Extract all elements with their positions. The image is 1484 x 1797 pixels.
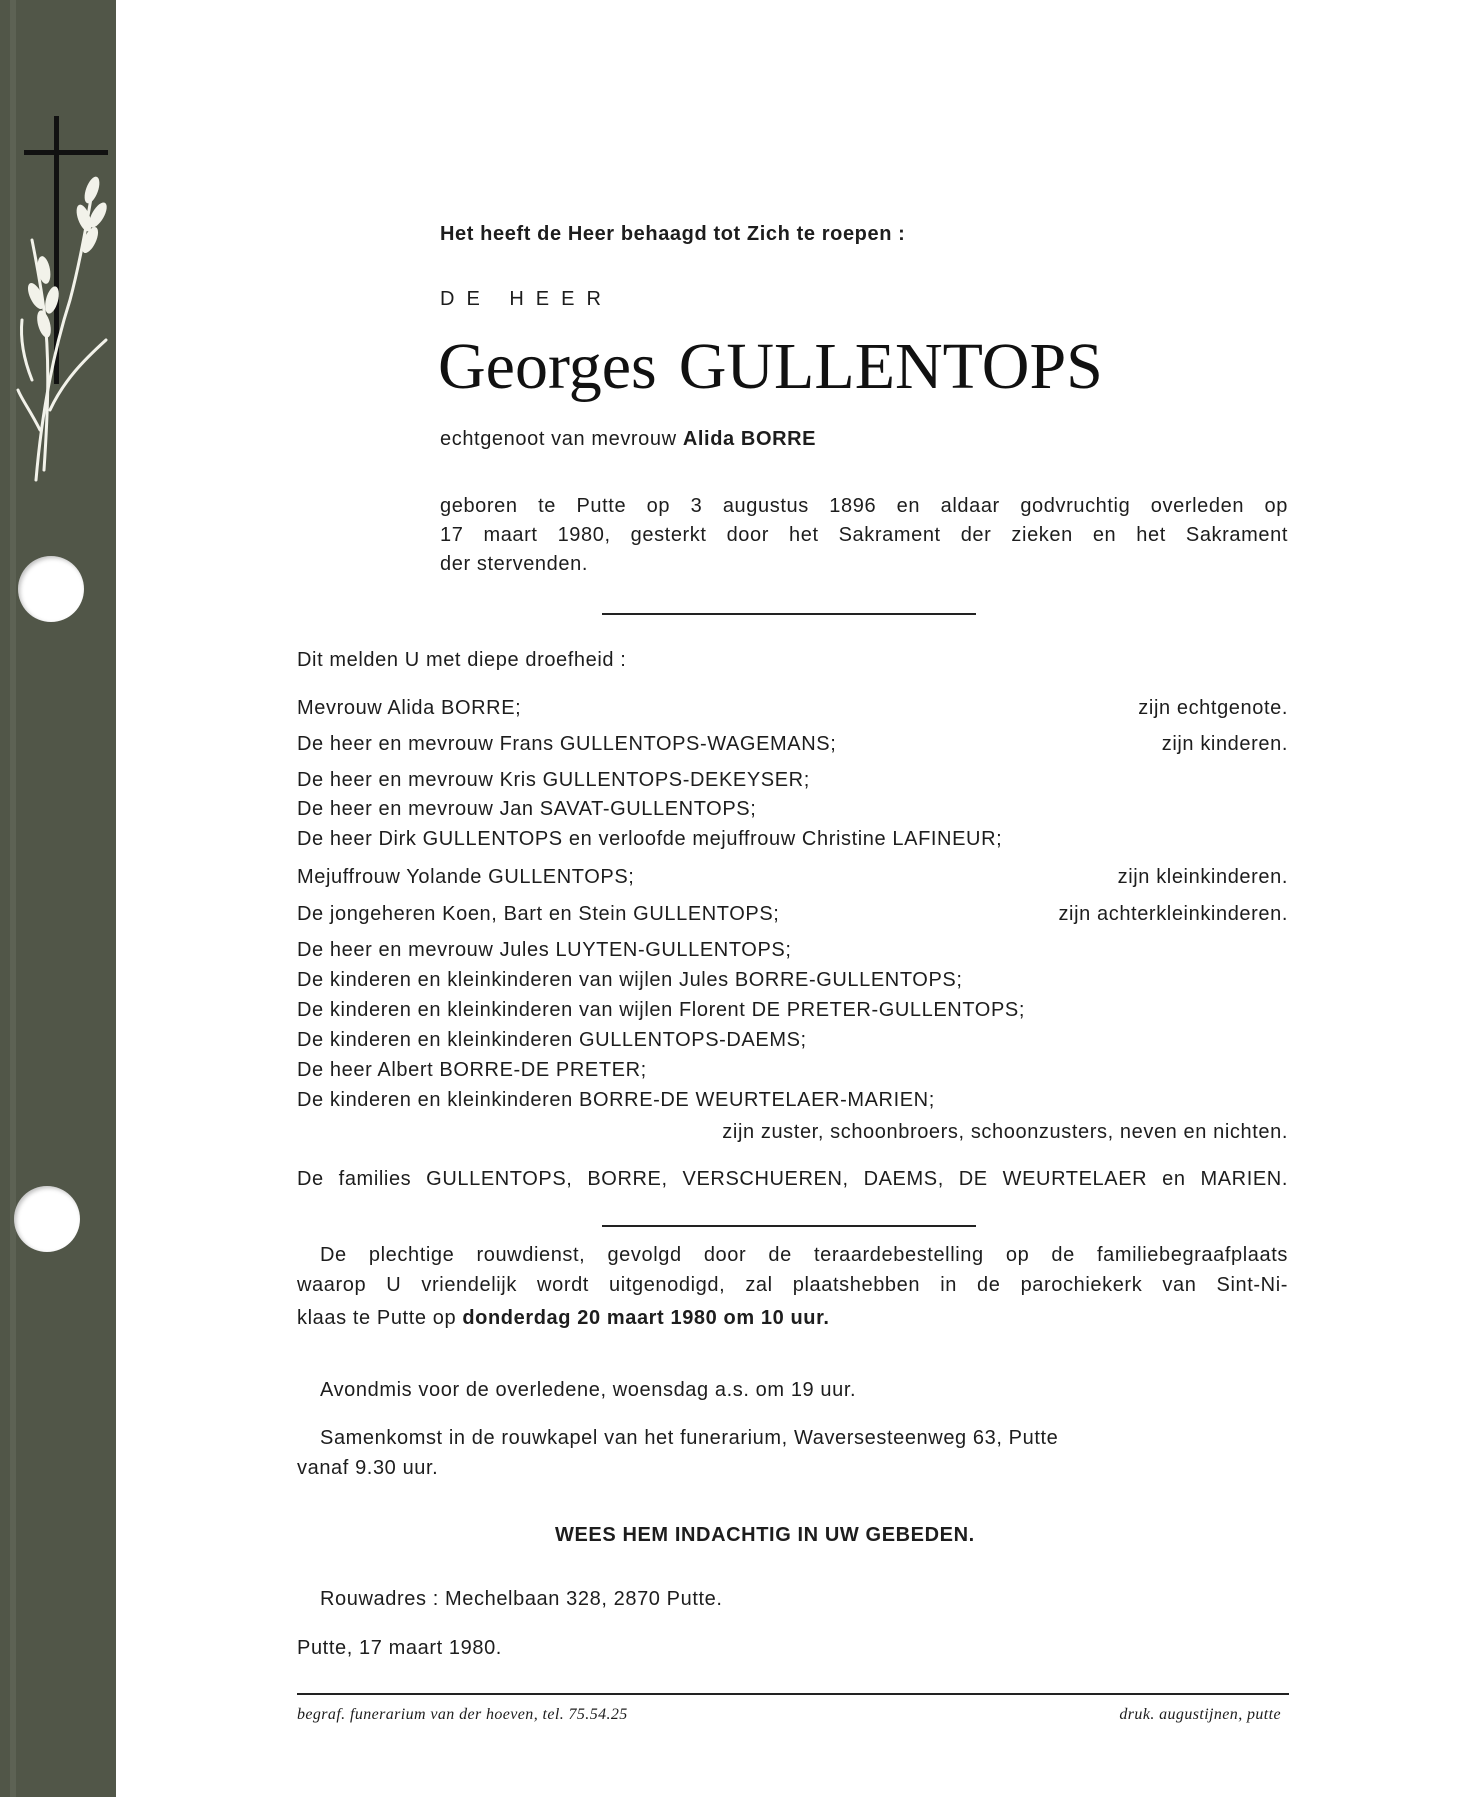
divider-1	[602, 613, 976, 615]
cross-icon	[24, 116, 108, 384]
family-name-2: De heer en mevrouw Kris GULLENTOPS-DEKEYSER;	[297, 769, 810, 791]
families-line: De families GULLENTOPS, BORRE, VERSCHUEREN, DAEMS, DE WEURTELAER en MARIEN.	[297, 1168, 1288, 1190]
announcement-line: Dit melden U met diepe droefheid :	[297, 649, 627, 671]
family-name-12: De kinderen en kleinkinderen BORRE-DE WEURTELAER-MARIEN;	[297, 1089, 935, 1111]
footer-rule	[297, 1693, 1289, 1695]
footer-undertaker: begraf. funerarium van der hoeven, tel. 75.54.25	[297, 1706, 628, 1723]
place-and-date: Putte, 17 maart 1980.	[297, 1637, 502, 1659]
family-relation-6: zijn achterkleinkinderen.	[1058, 903, 1288, 925]
bio-line-3: der stervenden.	[440, 553, 588, 575]
surname: GULLENTOPS	[678, 330, 1103, 403]
divider-2	[602, 1225, 976, 1227]
footer-printer: druk. augustijnen, putte	[1119, 1706, 1281, 1723]
family-name-10: De kinderen en kleinkinderen GULLENTOPS-DAEMS;	[297, 1029, 807, 1051]
prayer-line: WEES HEM INDACHTIG IN UW GEBEDEN.	[555, 1524, 975, 1546]
family-relation-5: zijn kleinkinderen.	[1117, 866, 1288, 888]
service-line-2: waarop U vriendelijk wordt uitgenodigd, zal plaatshebben in de parochiekerk van Sint-Ni-	[297, 1274, 1288, 1296]
service-date-time: donderdag 20 maart 1980 om 10 uur.	[462, 1307, 830, 1329]
title-de-heer: DE HEER	[440, 288, 613, 310]
family-name-11: De heer Albert BORRE-DE PRETER;	[297, 1059, 647, 1081]
family-name-6: De jongeheren Koen, Bart en Stein GULLENTOPS;	[297, 903, 780, 925]
service-line-1: De plechtige rouwdienst, gevolgd door de teraardebestelling op de familiebegraafplaats	[320, 1244, 1288, 1266]
gathering-line-2: vanaf 9.30 uur.	[297, 1457, 439, 1479]
service-line-3-prefix: klaas te Putte op	[297, 1307, 457, 1329]
family-name-9: De kinderen en kleinkinderen van wijlen Florent DE PRETER-GULLENTOPS;	[297, 999, 1025, 1021]
family-name-7: De heer en mevrouw Jules LUYTEN-GULLENTOPS;	[297, 939, 792, 961]
family-name-3: De heer en mevrouw Jan SAVAT-GULLENTOPS;	[297, 798, 757, 820]
spouse-name: Alida BORRE	[682, 428, 817, 450]
siblings-relation: zijn zuster, schoonbroers, schoonzusters, neven en nichten.	[722, 1121, 1288, 1143]
mourning-address: Rouwadres : Mechelbaan 328, 2870 Putte.	[320, 1588, 723, 1610]
family-name-0: Mevrouw Alida BORRE;	[297, 697, 522, 719]
family-relation-0: zijn echtgenote.	[1138, 697, 1288, 719]
evening-mass-line: Avondmis voor de overledene, woensdag a.s. om 19 uur.	[320, 1379, 857, 1401]
cross-and-wheat-emblem	[14, 110, 114, 490]
family-name-1: De heer en mevrouw Frans GULLENTOPS-WAGEMANS;	[297, 733, 837, 755]
punch-hole-bottom	[14, 1186, 80, 1252]
intro-line: Het heeft de Heer behaagd tot Zich te roepen :	[440, 223, 906, 245]
bio-line-1: geboren te Putte op 3 augustus 1896 en aldaar godvruchtig overleden op	[440, 495, 1288, 517]
family-name-5: Mejuffrouw Yolande GULLENTOPS;	[297, 866, 635, 888]
wheat-ears-icon	[25, 175, 111, 339]
punch-hole-top	[18, 556, 84, 622]
deceased-name	[438, 330, 1103, 404]
spouse-prefix: echtgenoot van mevrouw	[440, 428, 677, 450]
family-name-8: De kinderen en kleinkinderen van wijlen Jules BORRE-GULLENTOPS;	[297, 969, 963, 991]
gathering-line-1: Samenkomst in de rouwkapel van het funerarium, Waversesteenweg 63, Putte	[320, 1427, 1059, 1449]
service-line-3	[297, 1306, 830, 1330]
family-relation-1: zijn kinderen.	[1161, 733, 1288, 755]
spouse-line	[440, 427, 816, 451]
family-name-4: De heer Dirk GULLENTOPS en verloofde mejuffrouw Christine LAFINEUR;	[297, 828, 1003, 850]
bio-line-2: 17 maart 1980, gesterkt door het Sakrament der zieken en het Sakrament	[440, 524, 1288, 546]
first-name: Georges	[438, 330, 657, 403]
